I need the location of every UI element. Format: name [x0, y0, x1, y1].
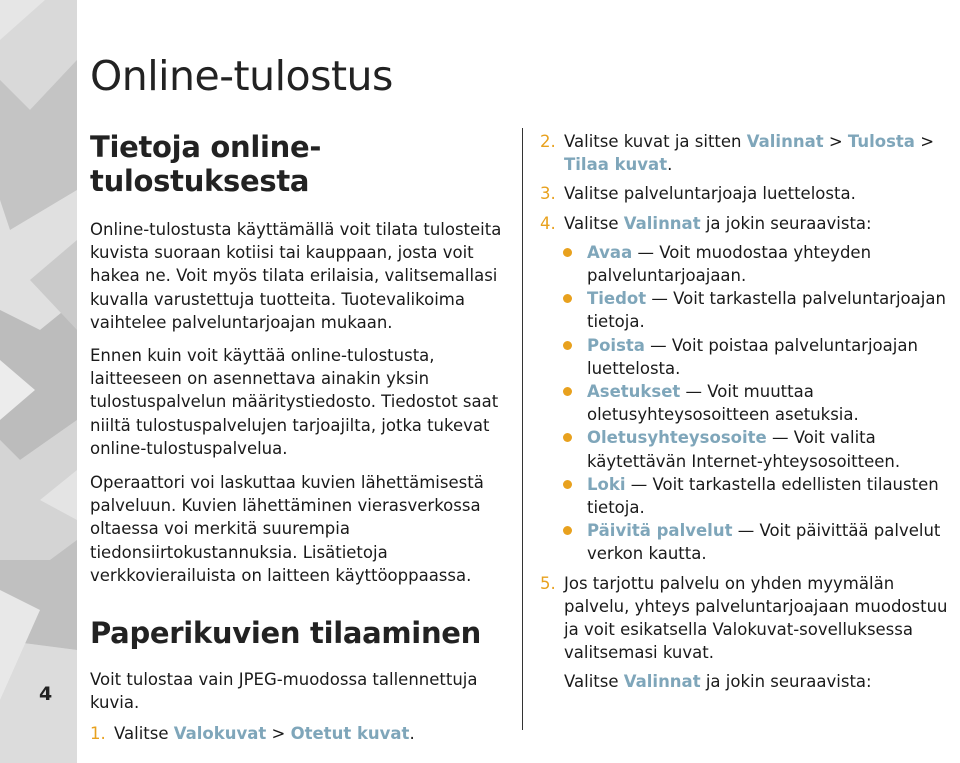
- step-1: [90, 722, 510, 745]
- paragraph-charges: Operaattori voi laskuttaa kuvien lähettämisestä palveluun. Kuvien lähettäminen vierasverkossa oltaessa voi merkitä suurempia tiedonsiirtokustannuksia. Lisätietoja verkkovierailuista on laitteen käyttöoppaassa.: [90, 473, 484, 585]
- left-column: [90, 130, 510, 746]
- step-number: 3.: [540, 184, 556, 204]
- option-item-open: [540, 241, 958, 287]
- path-separator: >: [914, 132, 935, 151]
- step-text: Jos tarjottu palvelu on yhden myymälän palvelu, yhteys palveluntarjoajaan muodostuu ja voit esikatsella Valokuvat-sovelluksessa valitsemasi kuvat.: [564, 573, 948, 663]
- sidebar-pattern: [0, 0, 77, 763]
- step-end: .: [409, 724, 415, 744]
- option-name: Loki: [587, 474, 626, 494]
- step-text: Valitse: [564, 213, 624, 233]
- option-item-settings: [540, 380, 958, 426]
- menu-path-options: Valinnat: [623, 672, 701, 692]
- option-desc: — Voit päivittää palvelut verkon kautta.: [587, 521, 941, 564]
- page-title: Online-tulostus: [90, 52, 393, 100]
- bullet-dot: [563, 341, 572, 350]
- section-heading-about: Tietoja online-tulostuksesta: [90, 130, 322, 198]
- step-text: Valitse: [114, 724, 174, 744]
- step-number: 1.: [90, 724, 106, 744]
- bullet-dot: [563, 526, 572, 535]
- bullet-dot: [563, 433, 572, 442]
- menu-path-order-prints: Tilaa kuvat: [564, 155, 668, 175]
- path-separator: >: [823, 132, 848, 151]
- option-name: Tiedot: [587, 289, 647, 309]
- path-separator: >: [266, 724, 291, 744]
- right-column: [540, 130, 958, 694]
- bullet-dot: [563, 294, 572, 303]
- options-list: [540, 241, 958, 566]
- step-text: ja jokin seuraavista:: [700, 213, 872, 233]
- option-item-info: [540, 287, 958, 333]
- option-desc: — Voit tarkastella edellisten tilausten tietoja.: [587, 474, 939, 518]
- step-number: 5.: [540, 573, 556, 593]
- step-text: Valitse palveluntarjoaja luettelosta.: [564, 184, 856, 204]
- option-desc: — Voit muuttaa oletusyhteysosoitteen asetuksia.: [587, 382, 859, 425]
- final-instruction: [540, 670, 958, 693]
- step-4: [540, 212, 958, 235]
- paragraph-jpeg-note: Voit tulostaa vain JPEG-muodossa tallennettuja kuvia.: [90, 670, 478, 713]
- step-text: Valitse kuvat ja sitten: [564, 132, 747, 151]
- step-3: [540, 182, 958, 205]
- step-number: 2.: [540, 132, 556, 151]
- menu-path-options: Valinnat: [746, 132, 824, 151]
- option-item-log: [540, 473, 958, 519]
- step-5: [540, 572, 958, 665]
- option-desc: — Voit tarkastella palveluntarjoajan tietoja.: [587, 289, 946, 332]
- bullet-dot: [563, 480, 572, 489]
- menu-path-photos: Valokuvat: [173, 724, 267, 744]
- option-name: Poista: [587, 335, 645, 355]
- final-text: Valitse: [564, 672, 624, 692]
- option-name: Päivitä palvelut: [587, 521, 733, 541]
- step-end: .: [667, 155, 673, 175]
- menu-path-print: Tulosta: [847, 132, 915, 151]
- section-heading-order: Paperikuvien tilaaminen: [90, 616, 482, 651]
- sidebar-decoration: [0, 0, 77, 763]
- menu-path-captured: Otetut kuvat: [290, 724, 410, 744]
- final-text: ja jokin seuraavista:: [700, 672, 872, 692]
- paragraph-intro: Online-tulostusta käyttämällä voit tilata tulosteita kuvista suoraan kotiisi tai kauppaan, josta voit hakea ne. Voit myös tilata erilaisia, valitsemallasi kuvalla varustettuja tuotteita. Tuotevalikoima vaihtelee palveluntarjoajan mukaan.: [90, 220, 502, 332]
- menu-path-options: Valinnat: [623, 213, 701, 233]
- paragraph-config-files: Ennen kuin voit käyttää online-tulostusta, laitteeseen on asennettava ainakin yksin tulostuspalvelun määritystiedosto. Tiedostot saat niiltä tulostuspalvelujen tarjoajilta, jotka tukevat online-tulostuspalvelua.: [90, 346, 499, 458]
- page-number: 4: [39, 683, 53, 705]
- option-name: Avaa: [587, 242, 633, 262]
- option-desc: — Voit valita käytettävän Internet-yhteysosoitteen.: [587, 428, 901, 471]
- option-item-update: [540, 519, 958, 565]
- option-item-access-point: [540, 426, 958, 472]
- option-desc: — Voit poistaa palveluntarjoajan luettelosta.: [587, 335, 918, 378]
- bullet-dot: [563, 387, 572, 396]
- step-2: [540, 130, 958, 176]
- option-item-delete: [540, 334, 958, 380]
- option-desc: — Voit muodostaa yhteyden palveluntarjoajaan.: [587, 242, 872, 286]
- column-divider: [522, 128, 523, 730]
- option-name: Asetukset: [587, 382, 681, 402]
- bullet-dot: [563, 248, 572, 257]
- step-number: 4.: [540, 213, 556, 233]
- option-name: Oletusyhteysosoite: [587, 428, 767, 448]
